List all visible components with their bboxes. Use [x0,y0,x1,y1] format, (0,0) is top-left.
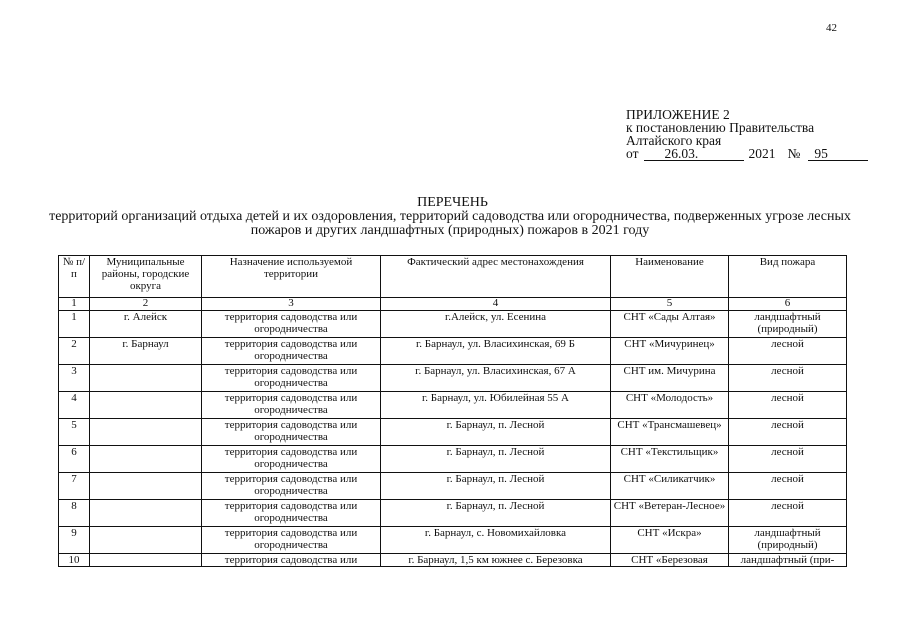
row-address: г. Барнаул, п. Лесной [381,473,611,500]
document-title: ПЕРЕЧЕНЬ [417,195,488,210]
table-row [59,446,847,473]
decree-year: 2021 [748,146,776,161]
row-purpose: территория садоводства или огородничества [202,473,381,500]
row-district [90,554,202,567]
header-name: Наименование [611,256,729,298]
row-district: г. Барнаул [90,338,202,365]
header-purpose: Назначение используемой территории [202,256,381,298]
from-label: от [626,146,639,161]
row-name: СНТ «Мичуринец» [611,338,729,365]
row-address: г. Барнаул, ул. Юбилейная 55 А [381,392,611,419]
row-purpose: территория садоводства или огородничества [202,365,381,392]
row-address: г. Барнаул, с. Новомихайловка [381,527,611,554]
row-district [90,419,202,446]
row-address: г. Барнаул, 1,5 км южнее с. Березовка [381,554,611,567]
table-row [59,338,847,365]
document-subtitle: территорий организаций отдыха детей и их оздоровления, территорий садоводства или огородничества, подверженных угрозе лесных пожаров и других ландшафтных (природных) пожаров в 2021 году [49,209,851,238]
appendix-line-2: Алтайского края [626,133,722,148]
table-row [59,419,847,446]
row-district [90,365,202,392]
row-purpose: территория садоводства или огородничества [202,500,381,527]
row-district [90,527,202,554]
row-number: 4 [59,392,90,419]
row-name: СНТ «Трансмашевец» [611,419,729,446]
decree-date: 26.03. [644,148,744,161]
row-fire-type: лесной [729,446,847,473]
row-fire-type: лесной [729,338,847,365]
table-row [59,554,847,567]
row-name: СНТ «Березовая [611,554,729,567]
column-number: 2 [90,298,202,311]
row-address: г. Барнаул, п. Лесной [381,446,611,473]
row-address: г. Барнаул, п. Лесной [381,500,611,527]
row-purpose: территория садоводства или огородничества [202,392,381,419]
header-fire-type: Вид пожара [729,256,847,298]
row-district: г. Алейск [90,311,202,338]
row-number: 8 [59,500,90,527]
table-row [59,365,847,392]
row-purpose: территория садоводства или огородничества [202,446,381,473]
row-number: 10 [59,554,90,567]
row-purpose: территория садоводства или [202,554,381,567]
row-number: 7 [59,473,90,500]
column-number: 3 [202,298,381,311]
row-name: СНТ «Сады Алтая» [611,311,729,338]
header-address: Фактический адрес местонахождения [381,256,611,298]
table-row [59,392,847,419]
row-number: 1 [59,311,90,338]
column-number: 6 [729,298,847,311]
row-district [90,392,202,419]
territories-table [58,255,847,567]
row-name: СНТ «Ветеран-Лесное» [611,500,729,527]
appendix-line-1: к постановлению Правительства [626,120,815,135]
row-number: 5 [59,419,90,446]
appendix-date-line [626,147,868,161]
row-name: СНТ «Текстильщик» [611,446,729,473]
row-name: СНТ им. Мичурина [611,365,729,392]
row-address: г. Барнаул, ул. Власихинская, 67 А [381,365,611,392]
row-purpose: территория садоводства или огородничества [202,338,381,365]
header-district: Муниципальные районы, городские округа [90,256,202,298]
table-row [59,500,847,527]
row-name: СНТ «Искра» [611,527,729,554]
row-fire-type: ландшафтный (при- [729,554,847,567]
row-district [90,473,202,500]
row-purpose: территория садоводства или огородничества [202,419,381,446]
column-numbers-row [59,298,847,311]
page-number: 42 [826,22,837,34]
appendix-title: ПРИЛОЖЕНИЕ 2 [626,107,730,122]
row-purpose: территория садоводства или огородничества [202,311,381,338]
row-fire-type: лесной [729,473,847,500]
row-name: СНТ «Силикатчик» [611,473,729,500]
row-fire-type: лесной [729,500,847,527]
number-sign: № [787,146,801,161]
row-number: 9 [59,527,90,554]
row-address: г. Барнаул, п. Лесной [381,419,611,446]
row-number: 2 [59,338,90,365]
column-number: 4 [381,298,611,311]
row-fire-type: ландшафтный (природный) [729,527,847,554]
row-address: г.Алейск, ул. Есенина [381,311,611,338]
appendix-block [626,108,868,161]
table-row [59,473,847,500]
table-header-row [59,256,847,298]
table-row [59,527,847,554]
row-fire-type: лесной [729,419,847,446]
header-number: № п/п [59,256,90,298]
table-row [59,311,847,338]
row-fire-type: ландшафтный (природный) [729,311,847,338]
row-address: г. Барнаул, ул. Власихинская, 69 Б [381,338,611,365]
row-district [90,500,202,527]
column-number: 1 [59,298,90,311]
row-number: 3 [59,365,90,392]
row-district [90,446,202,473]
row-purpose: территория садоводства или огородничества [202,527,381,554]
row-fire-type: лесной [729,365,847,392]
row-number: 6 [59,446,90,473]
row-fire-type: лесной [729,392,847,419]
row-name: СНТ «Молодость» [611,392,729,419]
decree-number: 95 [808,148,868,161]
column-number: 5 [611,298,729,311]
